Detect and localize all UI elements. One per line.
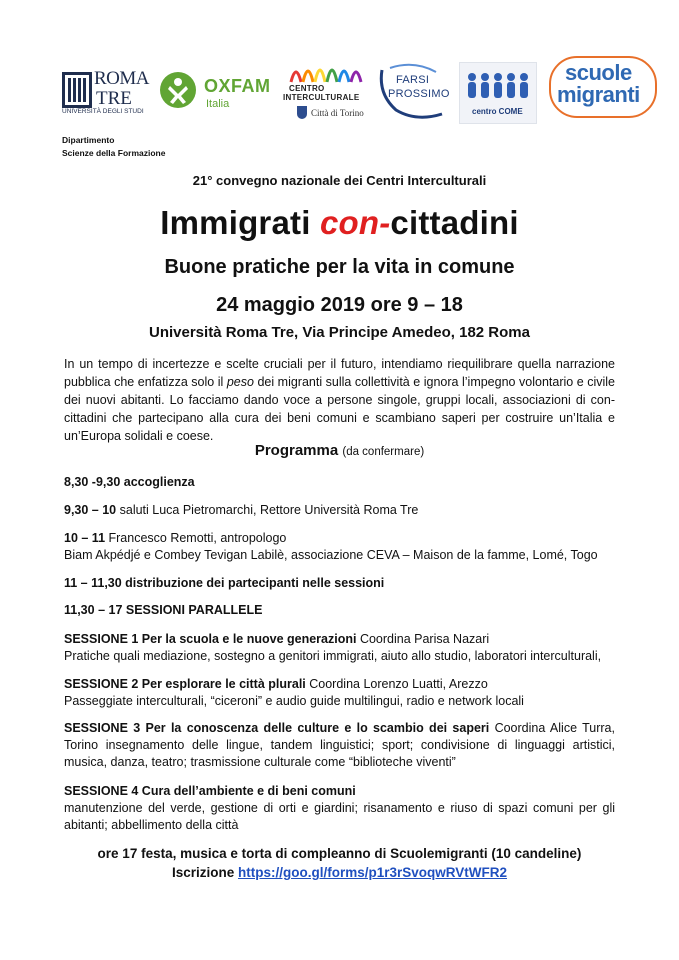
scuole-migranti-line1: scuole xyxy=(565,60,632,85)
session-desc: manutenzione del verde, gestione di orti e giardini; risanamento e riuso di spazi comuni per gli abitanti; abbellimento della città xyxy=(64,801,615,832)
programma-note: (da confermare) xyxy=(342,446,425,458)
centro-line2: INTERCULTURALE xyxy=(283,93,360,102)
program-item xyxy=(64,575,615,592)
oxfam-word: OXFAM xyxy=(204,76,271,96)
session-desc: Pratiche quali mediazione, sostegno a genitori immigrati, aiuto allo studio, laboratori interculturali, xyxy=(64,649,602,663)
session-title: SESSIONE 4 Cura dell’ambiente e di beni comuni xyxy=(64,784,356,798)
roma-tre-logo xyxy=(62,68,152,120)
session-coord: Coordina Lorenzo Luatti, Arezzo xyxy=(305,677,488,691)
program-item xyxy=(64,602,615,619)
roma-tre-word1: ROMA xyxy=(94,68,150,89)
program-time: 10 – 11 xyxy=(64,531,106,545)
scuole-migranti-line2: migranti xyxy=(557,82,640,107)
session-desc: Passeggiate interculturali, “ciceroni” e audio guide multilingui, radio e network locali xyxy=(64,694,524,708)
session-title: SESSIONE 2 Per esplorare le città plurali xyxy=(64,677,306,691)
title-accent: con- xyxy=(319,204,391,241)
department-line2: Scienze della Formazione xyxy=(62,148,166,158)
program-time: 9,30 – 10 xyxy=(64,503,117,517)
session-block xyxy=(64,631,615,665)
centro-come-logo xyxy=(459,62,537,124)
page-subtitle: Buone pratiche per la vita in comune xyxy=(164,256,515,278)
people-row-icon xyxy=(466,71,530,103)
iscrizione-link[interactable]: https://goo.gl/forms/p1r3rSvoqwRVtWFR2 xyxy=(238,865,508,880)
farsi-prossimo-line1: FARSI xyxy=(396,74,430,86)
farsi-prossimo-logo xyxy=(376,60,454,122)
program-time: 11 – 11,30 distribuzione dei partecipanti nelle sessioni xyxy=(64,576,385,590)
festa-line: ore 17 festa, musica e torta di compleanno di Scuolemigranti (10 candeline) xyxy=(97,846,582,861)
session-title: SESSIONE 1 Per la scuola e le nuove generazioni xyxy=(64,632,357,646)
iscrizione-label: Iscrizione xyxy=(171,865,238,880)
session-block xyxy=(64,676,615,710)
oxfam-logo xyxy=(160,70,270,118)
oxfam-sub: Italia xyxy=(206,98,230,110)
convegno-line: 21° convegno nazionale dei Centri Interculturali xyxy=(192,173,487,188)
program-time: 8,30 -9,30 accoglienza xyxy=(64,475,195,489)
event-place: Università Roma Tre, Via Principe Amedeo, 182 Roma xyxy=(149,324,530,341)
roma-tre-emblem-icon xyxy=(62,72,92,108)
program-text-line2: Biam Akpédjé e Combey Tevigan Labilè, associazione CEVA – Maison de la famme, Lomé, Togo xyxy=(64,548,598,562)
department-line1: Dipartimento xyxy=(62,135,115,145)
event-date: 24 maggio 2019 ore 9 – 18 xyxy=(216,294,463,316)
department-label xyxy=(62,134,165,160)
oxfam-figure-icon xyxy=(160,72,196,108)
session-coord: Coordina Alice Turra, Torino xyxy=(64,721,615,752)
intro-paragraph xyxy=(64,355,615,445)
oxfam-circle-icon xyxy=(160,72,196,108)
roma-tre-sub: UNIVERSITÀ DEGLI STUDI xyxy=(62,108,144,115)
session-block xyxy=(64,720,615,771)
programma-title: Programma xyxy=(254,442,339,459)
title-part1: Immigrati xyxy=(160,204,320,241)
scuole-migranti-logo xyxy=(549,56,657,118)
program-item xyxy=(64,502,615,519)
figures-arches-icon xyxy=(287,56,369,84)
iscrizione-line xyxy=(0,865,679,880)
centro-line1: CENTRO xyxy=(289,84,325,93)
program-text: saluti Luca Pietromarchi, Rettore Università Roma Tre xyxy=(116,503,419,517)
session-block xyxy=(64,783,615,834)
intro-emph: peso xyxy=(226,375,254,389)
session-title: SESSIONE 3 Per la conoscenza delle culture e lo scambio dei saperi xyxy=(64,721,490,735)
program-time: 11,30 – 17 SESSIONI PARALLELE xyxy=(64,603,263,617)
program-item xyxy=(64,530,615,564)
centro-come-label: centro COME xyxy=(472,107,523,116)
farsi-prossimo-line2: PROSSIMO xyxy=(388,88,450,100)
session-desc: insegnamento delle lingue, tandem linguistici; sport; condivisione di linguaggi artistici, musica, danza, teatro; trasmissione culturale come “biblioteche viventi” xyxy=(64,738,615,769)
centro-interculturale-logo xyxy=(283,56,373,126)
page-title xyxy=(0,204,679,242)
roma-tre-word2: TRE xyxy=(96,88,132,109)
program-item xyxy=(64,474,615,491)
centro-city: Città di Torino xyxy=(311,108,364,118)
torino-shield-icon xyxy=(297,106,307,119)
title-part2: cittadini xyxy=(390,204,519,241)
programma-heading xyxy=(0,442,679,459)
intro-part2: dei migranti sulla collettività e ignora l’impegno volontario e civile dei nuovi abitanti. Lo facciamo dando voce a persone singole, gruppi locali, associazioni di con-cittadini che partecipano alla cura dei beni comuni e scambiano saperi per costruire un’Italia e un’Europa solidali e coese. xyxy=(64,375,615,443)
session-coord: Coordina Parisa Nazari xyxy=(356,632,490,646)
program-text: Francesco Remotti, antropologo xyxy=(105,531,287,545)
intro-part1: In un tempo di incertezze e scelte cruciali per il futuro, intendiamo riequilibrare quella narrazione pubblica che enfatizza solo il xyxy=(64,357,615,389)
